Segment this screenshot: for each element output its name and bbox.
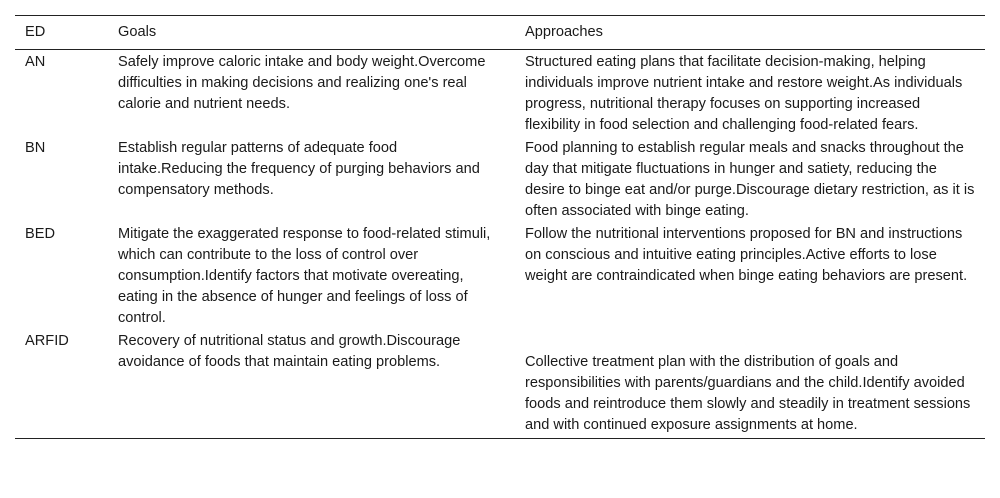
header-row bbox=[15, 16, 985, 50]
table-row-bn bbox=[15, 137, 985, 223]
header-goals: Goals bbox=[118, 24, 157, 40]
table-row-arfid bbox=[15, 330, 985, 439]
ed-nutrition-table-container bbox=[15, 15, 985, 439]
approaches-cell: Food planning to establish regular meals and snacks throughout the day that mitigate fluctuations in hunger and satiety, reducing the desire to binge eat and/or purge.Discourage dietary restriction, as it is often associated with binge eating. bbox=[525, 140, 975, 219]
header-ed: ED bbox=[25, 24, 46, 40]
goals-cell: Recovery of nutritional status and growth.Discourage avoidance of foods that maintain eating problems. bbox=[118, 333, 461, 370]
goals-cell: Safely improve caloric intake and body weight.Overcome difficulties in making decisions and realizing one's real calorie and nutrient needs. bbox=[118, 54, 486, 112]
approaches-cell: Follow the nutritional interventions proposed for BN and instructions on conscious and intuitive eating principles.Active efforts to lose weight are contraindicated when binge eating behaviors are present. bbox=[525, 226, 968, 284]
table-body bbox=[15, 50, 985, 439]
ed-cell: BED bbox=[25, 226, 56, 242]
approaches-cell: Collective treatment plan with the distribution of goals and responsibilities with parents/guardians and the child.Identify avoided foods and reintroduce them slowly and steadily in treatment sessions and with continued exposure assignments at home. bbox=[525, 354, 971, 433]
header-approaches: Approaches bbox=[525, 24, 603, 40]
goals-cell: Mitigate the exaggerated response to food-related stimuli, which can contribute to the loss of control over consumption.Identify factors that motivate overeating, eating in the absence of hunger and feelings of loss of control. bbox=[118, 226, 491, 326]
table-row-bed bbox=[15, 223, 985, 330]
ed-cell: AN bbox=[25, 54, 46, 70]
ed-cell: ARFID bbox=[25, 333, 69, 349]
table-row-an bbox=[15, 50, 985, 138]
approaches-cell: Structured eating plans that facilitate decision-making, helping individuals improve nutrient intake and restore weight.As individuals progress, nutritional therapy focuses on supporting increased flexibility in food selection and challenging food-related fears. bbox=[525, 54, 963, 133]
goals-cell: Establish regular patterns of adequate food intake.Reducing the frequency of purging behaviors and compensatory methods. bbox=[118, 140, 480, 198]
ed-cell: BN bbox=[25, 140, 46, 156]
table-header bbox=[15, 16, 985, 50]
ed-nutrition-table bbox=[15, 15, 985, 439]
